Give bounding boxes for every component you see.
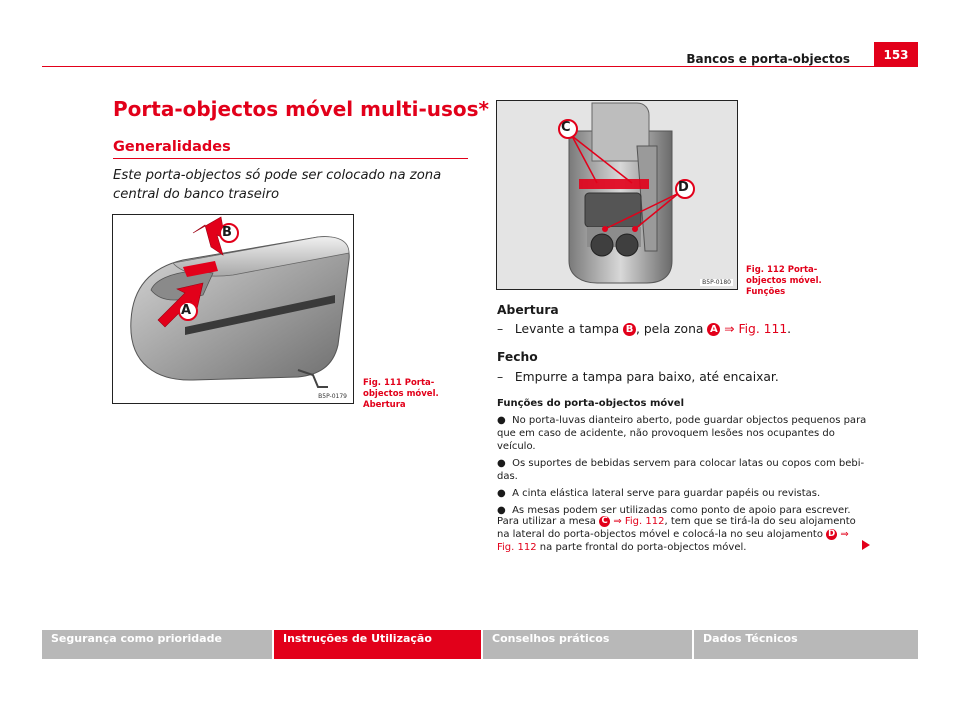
bullet-icon: ● xyxy=(497,415,506,426)
intro-text: Este porta-objectos só pode ser colocado na zona central do banco traseiro xyxy=(113,168,442,202)
subsection-rule xyxy=(113,158,468,159)
figure-111-image xyxy=(112,214,354,404)
fecho-step xyxy=(497,370,877,384)
table-usage-paragraph xyxy=(497,515,867,554)
fig-111-link[interactable]: ⇒ Fig. 111 xyxy=(724,322,788,336)
figure-111-caption xyxy=(363,378,473,411)
bullet-icon: ● xyxy=(497,488,506,499)
list-item xyxy=(497,414,867,453)
list-item-text: Os suportes de bebidas servem para colocar latas ou copos com bebi-das. xyxy=(497,458,865,482)
page-number: 153 xyxy=(874,42,918,67)
abertura-step xyxy=(497,322,877,336)
marker-a-label: A xyxy=(181,303,192,318)
step-end: . xyxy=(787,322,792,336)
badge-b: B xyxy=(623,323,636,336)
step-text-1: Levante a tampa xyxy=(514,322,620,336)
armrest-opening-illustration xyxy=(113,215,353,403)
figure-111-code: B5P-0179 xyxy=(318,393,347,400)
bullet-icon: ● xyxy=(497,458,506,469)
header-rule xyxy=(42,66,874,67)
tab-technical-data[interactable]: Dados Técnicos xyxy=(694,630,918,659)
paragraph-text-2: , tem que se tirá-la do seu alojamento na lateral do porta-objectos móvel e colocá-la no seu alojamento xyxy=(497,516,856,540)
paragraph-text-3: na parte frontal do porta-objectos móvel. xyxy=(539,542,747,553)
marker-c-label: C xyxy=(561,120,571,135)
step-text-2: , pela zona xyxy=(636,322,704,336)
subsection-title: Generalidades xyxy=(113,139,231,155)
figure-111-caption-text: Porta-objectos móvel. Abertura xyxy=(363,378,439,410)
figure-112-code: B5P-0180 xyxy=(702,279,731,286)
continue-arrow-icon[interactable] xyxy=(862,540,870,550)
list-item xyxy=(497,457,867,483)
figure-112-image xyxy=(496,100,738,290)
badge-d: D xyxy=(828,529,836,539)
list-item xyxy=(497,487,867,500)
figure-112-caption xyxy=(746,265,856,298)
dash: – xyxy=(497,370,504,384)
tab-instructions[interactable]: Instruções de Utilização xyxy=(274,630,481,659)
marker-d-label: D xyxy=(678,180,689,195)
figure-111-caption-label: Fig. 111 xyxy=(363,378,402,388)
figure-112-caption-label: Fig. 112 xyxy=(746,265,785,275)
tab-safety[interactable]: Segurança como prioridade xyxy=(42,630,272,659)
paragraph-text-1: Para utilizar a mesa xyxy=(497,516,596,527)
list-item-text: A cinta elástica lateral serve para guardar papéis ou revistas. xyxy=(512,488,821,499)
running-header: Bancos e porta-objectos xyxy=(686,52,850,66)
fig-112-link-2[interactable]: ⇒ Fig. 112 xyxy=(497,529,849,553)
abertura-heading: Abertura xyxy=(497,303,559,317)
armrest-functions-illustration xyxy=(497,101,737,289)
marker-b-label: B xyxy=(222,225,232,240)
functions-heading: Funções do porta-objectos móvel xyxy=(497,398,685,409)
section-title: Porta-objectos móvel multi-usos* xyxy=(113,97,490,121)
fecho-step-text: Empurre a tampa para baixo, até encaixar. xyxy=(514,370,779,384)
fecho-heading: Fecho xyxy=(497,350,538,364)
functions-list xyxy=(497,414,867,521)
badge-a: A xyxy=(707,323,720,336)
badge-c: C xyxy=(599,516,610,527)
list-item-text: As mesas podem ser utilizadas como ponto de apoio para escrever. xyxy=(512,505,851,516)
tab-practical-tips[interactable]: Conselhos práticos xyxy=(483,630,692,659)
list-item-text: No porta-luvas dianteiro aberto, pode guardar objectos pequenos para que em caso de acidente, não provoquem lesões nos ocupantes do veículo. xyxy=(497,415,867,452)
dash: – xyxy=(497,322,504,336)
fig-112-link-1[interactable]: ⇒ Fig. 112 xyxy=(613,516,665,527)
bullet-icon: ● xyxy=(497,505,506,516)
figure-112-caption-text: Porta-objectos móvel. Funções xyxy=(746,265,822,297)
